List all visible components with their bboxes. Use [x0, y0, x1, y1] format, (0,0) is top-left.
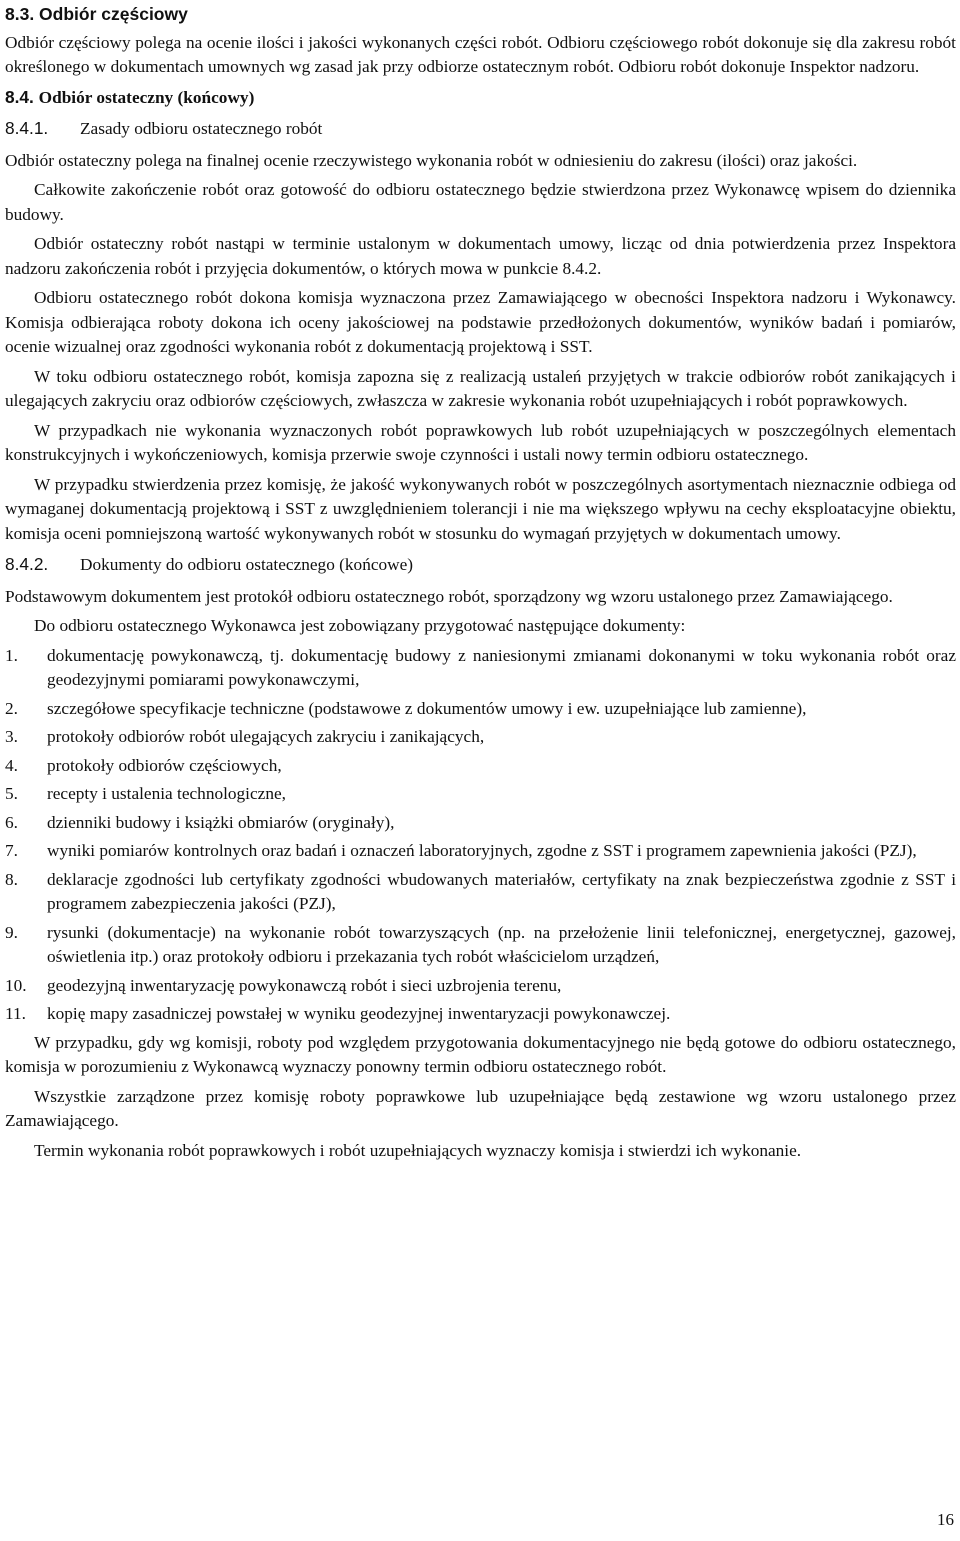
section-8-4-2-number: 8.4.2.: [5, 554, 49, 574]
list-item-number: 8.: [5, 869, 18, 889]
section-8-4-2-heading: [5, 552, 956, 578]
list-item: [5, 725, 956, 750]
list-item-number: 10.: [5, 975, 27, 995]
list-item-number: 7.: [5, 841, 18, 860]
paragraph: Podstawowym dokumentem jest protokół odbioru ostatecznego robót, sporządzony wg wzoru ustalonego przez Zamawiającego.: [5, 586, 893, 606]
documents-list: [5, 644, 956, 1027]
section-8-4-number: 8.4.: [5, 86, 34, 107]
list-item-number: 5.: [5, 784, 18, 803]
section-8-4-title: Odbiór ostateczny (końcowy): [38, 87, 255, 107]
list-item-number: 1.: [5, 645, 18, 665]
list-item-text: wyniki pomiarów kontrolnych oraz badań i oznaczeń laboratoryjnych, zgodne z SST i programem zapewnienia jakości (PZJ),: [47, 841, 917, 860]
paragraph: Odbiór ostateczny polega na finalnej ocenie rzeczywistego wykonania robót w odniesieniu do zakresu (ilości) oraz jakości.: [5, 150, 858, 170]
list-item-number: 11.: [5, 1004, 26, 1023]
list-item-text: deklaracje zgodności lub certyfikaty zgodności wbudowanych materiałów, certyfikaty na znak bezpieczeństwa zgodnie z SST i programem zabezpieczenia jakości (PZJ),: [47, 869, 956, 913]
section-8-4-1-heading: [5, 116, 956, 142]
section-8-4-1-number: 8.4.1.: [5, 118, 49, 138]
paragraph: Wszystkie zarządzone przez komisję roboty poprawkowe lub uzupełniające będą zestawione wg wzoru ustalonego przez Zamawiającego.: [5, 1086, 956, 1130]
paragraph: W przypadkach nie wykonania wyznaczonych robót poprawkowych lub robót uzupełniających w poszczególnych elementach konstrukcyjnych i wykończeniowych, komisja przerwie swoje czynności i ustali nowy termin odbioru ostatecznego.: [5, 420, 956, 464]
section-8-4-heading: [5, 85, 956, 111]
list-item-text: protokoły odbiorów częściowych,: [47, 755, 282, 775]
section-8-4-1-title: Zasady odbioru ostatecznego robót: [80, 119, 323, 138]
list-item-number: 9.: [5, 922, 18, 942]
list-item: [5, 644, 956, 693]
page-number: 16: [937, 1510, 954, 1529]
list-item: [5, 697, 956, 722]
list-item-text: dzienniki budowy i książki obmiarów (oryginały),: [47, 812, 395, 832]
section-8-3-paragraph: Odbiór częściowy polega na ocenie ilości i jakości wykonanych części robót. Odbioru częściowego robót dokonuje się dla zakresu robót określonego w dokumentach umownych wg zasad jak przy odbiorze ostatecznym robót. Odbioru robót dokonuje Inspektor nadzoru.: [5, 32, 956, 76]
paragraph: W przypadku, gdy wg komisji, roboty pod względem przygotowania dokumentacyjnego nie będą gotowe do odbioru ostatecznego, komisja w porozumieniu z Wykonawcą wyznaczy ponowny termin odbioru ostatecznego robót.: [5, 1032, 956, 1076]
document-page: [5, 0, 956, 1168]
list-item: [5, 839, 956, 864]
paragraph: W przypadku stwierdzenia przez komisję, że jakość wykonywanych robót w poszczególnych asortymentach nieznacznie odbiega od wymaganej dokumentacją projektową i SST z uwzględnieniem tolerancji i nie ma większego wpływu na cechy eksploatacyjne obiektu, komisja oceni pomniejszoną wartość wykonywanych robót w stosunku do wymagań przyjętych w dokumentach umowy.: [5, 474, 956, 543]
list-item-text: szczegółowe specyfikacje techniczne (podstawowe z dokumentów umowy i ew. uzupełniające lub zamienne),: [47, 698, 807, 718]
list-item-text: recepty i ustalenia technologiczne,: [47, 784, 286, 803]
list-item: [5, 921, 956, 970]
list-item-text: dokumentację powykonawczą, tj. dokumentację budowy z naniesionymi zmianami dokonanymi w toku wykonania robót oraz geodezyjnymi pomiarami powykonawczymi,: [47, 645, 956, 689]
list-item: [5, 782, 956, 807]
list-item: [5, 754, 956, 779]
paragraph: W toku odbioru ostatecznego robót, komisja zapozna się z realizacją ustaleń przyjętych w trakcie odbiorów robót zanikających i ulegających zakryciu oraz odbiorów częściowych, zwłaszcza w zakresie wykonania robót uzupełniających i robót poprawkowych.: [5, 366, 956, 410]
list-item-number: 4.: [5, 755, 18, 775]
section-8-3-heading: 8.3. Odbiór częściowy: [5, 4, 188, 24]
list-item: [5, 1002, 956, 1027]
paragraph: Do odbioru ostatecznego Wykonawca jest zobowiązany przygotować następujące dokumenty:: [34, 616, 686, 635]
list-item-text: protokoły odbiorów robót ulegających zakryciu i zanikających,: [47, 727, 485, 746]
list-item-text: kopię mapy zasadniczej powstałej w wyniku geodezyjnej inwentaryzacji powykonawczej.: [47, 1004, 671, 1023]
list-item: [5, 811, 956, 836]
list-item-text: rysunki (dokumentacje) na wykonanie robót towarzyszących (np. na przełożenie linii telefonicznej, energetycznej, gazowej, oświetlenia itp.) oraz protokoły odbioru i przekazania tych robót właścicielom urządzeń,: [47, 922, 956, 966]
list-item-text: geodezyjną inwentaryzację powykonawczą robót i sieci uzbrojenia terenu,: [47, 975, 562, 995]
list-item-number: 2.: [5, 698, 18, 718]
section-8-4-2-title: Dokumenty do odbioru ostatecznego (końcowe): [80, 555, 414, 574]
list-item-number: 3.: [5, 727, 18, 746]
list-item: [5, 868, 956, 917]
paragraph: Całkowite zakończenie robót oraz gotowość do odbioru ostatecznego będzie stwierdzona przez Wykonawcę wpisem do dziennika budowy.: [5, 180, 956, 224]
list-item: [5, 974, 956, 999]
paragraph: Odbioru ostatecznego robót dokona komisja wyznaczona przez Zamawiającego w obecności Inspektora nadzoru i Wykonawcy. Komisja odbierająca roboty dokona ich oceny jakościowej na podstawie przedłożonych dokumentów, wyników badań i pomiarów, ocenie wizualnej oraz zgodności wykonania robót z dokumentacją projektową i SST.: [5, 288, 956, 356]
list-item-number: 6.: [5, 812, 18, 832]
paragraph: Termin wykonania robót poprawkowych i robót uzupełniających wyznaczy komisja i stwierdzi ich wykonanie.: [34, 1140, 802, 1160]
paragraph: Odbiór ostateczny robót nastąpi w terminie ustalonym w dokumentach umowy, licząc od dnia potwierdzenia przez Inspektora nadzoru zakończenia robót i przyjęcia dokumentów, o których mowa w punkcie 8.4.2.: [5, 234, 956, 278]
